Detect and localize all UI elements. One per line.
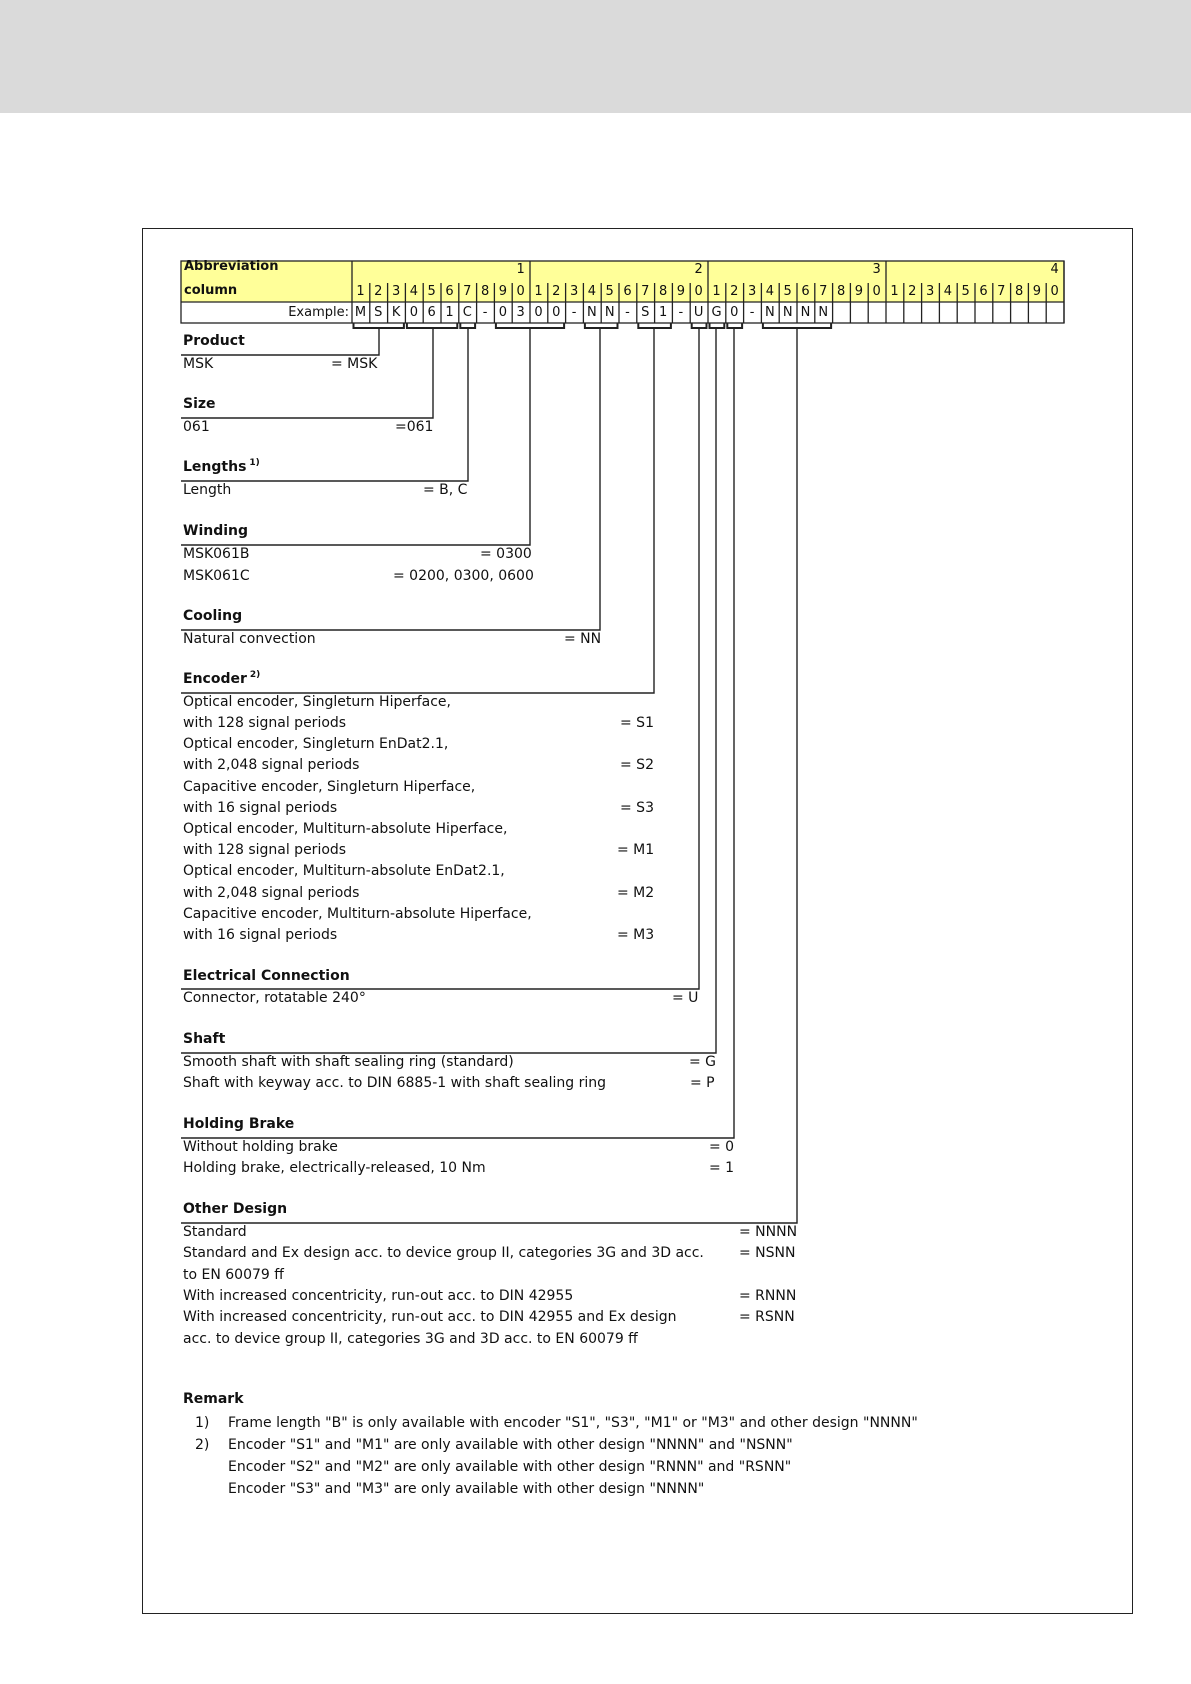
encoder-line: with 16 signal periods (183, 800, 338, 816)
example-char: C (462, 305, 472, 320)
example-char: - (482, 305, 488, 320)
column-number: 1 (356, 284, 365, 299)
column-number: 6 (623, 284, 632, 299)
cooling-connector (181, 328, 600, 630)
example-char: 0 (498, 305, 508, 320)
example-char: K (391, 305, 401, 320)
encoder-value: = S3 (620, 800, 654, 816)
encoder-value: = S2 (620, 757, 654, 773)
example-char: 0 (730, 305, 739, 320)
brake-line: Without holding brake (183, 1139, 338, 1155)
column-number: 2 (374, 284, 383, 299)
encoder-line: with 2,048 signal periods (183, 885, 360, 901)
cooling-title: Cooling (183, 608, 243, 624)
product-title: Product (183, 333, 245, 349)
column-tens-number: 4 (1050, 262, 1059, 277)
other-value: = RSNN (739, 1309, 795, 1325)
column-tens-number: 2 (694, 262, 703, 277)
other-line: Standard and Ex design acc. to device group II, categories 3G and 3D acc. (183, 1245, 704, 1261)
shaft-line: Shaft with keyway acc. to DIN 6885-1 with shaft sealing ring (183, 1075, 607, 1091)
other-connector-bracket (763, 323, 831, 328)
other-line: to EN 60079 ff (183, 1267, 284, 1283)
column-number: 5 (961, 284, 970, 299)
example-char: - (678, 305, 684, 320)
lengths-value: = B, C (423, 482, 468, 498)
column-number: 0 (1050, 284, 1059, 299)
column-number: 8 (480, 284, 490, 299)
other-value: = RNNN (739, 1288, 797, 1304)
electrical-value: = U (672, 990, 699, 1006)
column-number: 5 (605, 284, 614, 299)
column-number: 4 (765, 284, 775, 299)
encoder-line: Capacitive encoder, Singleturn Hiperface, (183, 779, 476, 795)
product-connector-bracket (354, 323, 404, 328)
column-number: 8 (836, 284, 846, 299)
encoder-line: with 2,048 signal periods (183, 757, 360, 773)
brake-value: = 1 (709, 1160, 735, 1176)
electrical-connector-bracket (692, 323, 707, 328)
shaft-title: Shaft (183, 1031, 226, 1047)
example-char: N (800, 305, 811, 320)
example-char: N (604, 305, 615, 320)
column-tens-number: 1 (516, 262, 525, 277)
encoder-line: Optical encoder, Multiturn-absolute EnDat2.1, (183, 863, 505, 879)
cooling-connector-bracket (585, 323, 618, 328)
example-char: 0 (534, 305, 543, 320)
other-line: With increased concentricity, run-out acc. to DIN 42955 (183, 1288, 574, 1304)
example-char: U (693, 305, 704, 320)
column-number: 0 (516, 284, 525, 299)
winding-connector-bracket (496, 323, 564, 328)
column-number: 2 (552, 284, 561, 299)
column-number: 9 (498, 284, 508, 299)
column-number: 1 (534, 284, 543, 299)
column-number: 9 (1032, 284, 1042, 299)
example-char: 1 (445, 305, 454, 320)
other-line: Standard (183, 1224, 247, 1240)
electrical-title: Electrical Connection (183, 968, 350, 984)
electrical-line: Connector, rotatable 240° (183, 990, 366, 1006)
column-number: 1 (890, 284, 899, 299)
abbreviation-label: Abbreviation (184, 259, 279, 274)
example-char: N (818, 305, 829, 320)
encoder-line: with 128 signal periods (183, 842, 347, 858)
encoder-line: Capacitive encoder, Multiturn-absolute Hiperface, (183, 906, 532, 922)
shaft-connector-bracket (710, 323, 725, 328)
column-number: 9 (854, 284, 864, 299)
winding-value: = 0300 (480, 546, 532, 562)
shaft-value: = G (689, 1054, 717, 1070)
remark-text: Encoder "S1" and "M1" are only available with other design "NNNN" and "NSNN" (228, 1437, 793, 1453)
encoder-value: = S1 (620, 715, 654, 731)
size-title: Size (183, 396, 216, 412)
column-number: 0 (694, 284, 703, 299)
encoder-value: = M1 (617, 842, 655, 858)
product-line: MSK (183, 356, 214, 372)
column-number: 9 (676, 284, 686, 299)
column-number: 6 (979, 284, 988, 299)
column-tens-number: 3 (872, 262, 881, 277)
brake-title: Holding Brake (183, 1116, 295, 1132)
lengths-title: Lengths $^{1)}$ (183, 458, 260, 475)
example-char: 3 (516, 305, 525, 320)
column-number: 7 (641, 284, 650, 299)
column-number: 5 (427, 284, 436, 299)
column-number: 3 (747, 284, 757, 299)
example-char: - (625, 305, 630, 320)
column-number: 4 (587, 284, 597, 299)
example-char: 6 (427, 305, 436, 320)
column-label: column (184, 283, 238, 298)
shaft-value: = P (690, 1075, 715, 1091)
encoder-line: Optical encoder, Singleturn Hiperface, (183, 694, 451, 710)
encoder-value: = M2 (617, 885, 655, 901)
encoder-line: with 128 signal periods (183, 715, 347, 731)
remark-title: Remark (183, 1391, 244, 1407)
product-value: = MSK (331, 356, 378, 372)
winding-line: MSK061B (183, 546, 250, 562)
column-number: 2 (730, 284, 739, 299)
example-char: - (571, 305, 577, 320)
winding-title: Winding (183, 523, 249, 539)
column-number: 6 (445, 284, 454, 299)
size-value: =061 (395, 419, 434, 435)
brake-connector (181, 328, 734, 1138)
other-line: acc. to device group II, categories 3G and 3D acc. to EN 60079 ff (183, 1331, 638, 1347)
other-title: Other Design (183, 1201, 288, 1217)
remark-number: 1) (195, 1415, 210, 1431)
remark-text: Encoder "S2" and "M2" are only available with other design "RNNN" and "RSNN" (228, 1459, 792, 1475)
example-char: - (749, 305, 755, 320)
winding-line: MSK061C (183, 568, 250, 584)
example-char: 0 (552, 305, 561, 320)
column-number: 3 (391, 284, 401, 299)
column-number: 5 (783, 284, 792, 299)
column-number: 7 (819, 284, 828, 299)
size-connector-bracket (407, 323, 457, 328)
other-value: = NNNN (739, 1224, 798, 1240)
column-number: 8 (1014, 284, 1024, 299)
example-char: N (587, 305, 597, 320)
brake-connector-bracket (727, 323, 742, 328)
cooling-line: Natural convection (183, 631, 316, 647)
column-number: 3 (569, 284, 579, 299)
column-number: 3 (925, 284, 935, 299)
size-line: 061 (183, 419, 210, 435)
brake-line: Holding brake, electrically-released, 10 Nm (183, 1160, 486, 1176)
example-char: S (641, 305, 650, 320)
shaft-connector (181, 328, 716, 1053)
column-number: 7 (463, 284, 472, 299)
encoder-line: Optical encoder, Singleturn EnDat2.1, (183, 736, 449, 752)
lengths-line: Length (183, 482, 232, 498)
column-number: 1 (712, 284, 721, 299)
brake-value: = 0 (709, 1139, 735, 1155)
column-number: 4 (943, 284, 953, 299)
column-number: 2 (908, 284, 917, 299)
lengths-connector-bracket (460, 323, 475, 328)
remark-number: 2) (195, 1437, 210, 1453)
other-value: = NSNN (739, 1245, 796, 1261)
winding-value: = 0200, 0300, 0600 (393, 568, 534, 584)
example-char: N (782, 305, 793, 320)
column-number: 7 (997, 284, 1006, 299)
column-number: 8 (658, 284, 668, 299)
encoder-line: Optical encoder, Multiturn-absolute Hiperface, (183, 821, 508, 837)
shaft-line: Smooth shaft with shaft sealing ring (standard) (183, 1054, 514, 1070)
example-char: 1 (658, 305, 668, 320)
example-char: 0 (409, 305, 419, 320)
encoder-title: Encoder $^{2)}$ (183, 670, 261, 687)
cooling-value: = NN (564, 631, 602, 647)
other-line: With increased concentricity, run-out acc. to DIN 42955 and Ex design (183, 1309, 677, 1325)
example-char: M (354, 305, 367, 320)
column-number: 4 (409, 284, 419, 299)
example-char: S (374, 305, 383, 320)
example-label: Example: (288, 305, 349, 320)
column-number: 6 (801, 284, 810, 299)
remark-text: Frame length "B" is only available with encoder "S1", "S3", "M1" or "M3" and other design "NNNN" (228, 1415, 918, 1431)
example-char: G (711, 305, 722, 320)
column-number: 0 (872, 284, 881, 299)
encoder-value: = M3 (617, 927, 655, 943)
remark-text: Encoder "S3" and "M3" are only available with other design "NNNN" (228, 1481, 705, 1497)
encoder-connector-bracket (638, 323, 671, 328)
encoder-line: with 16 signal periods (183, 927, 338, 943)
example-char: N (765, 305, 775, 320)
